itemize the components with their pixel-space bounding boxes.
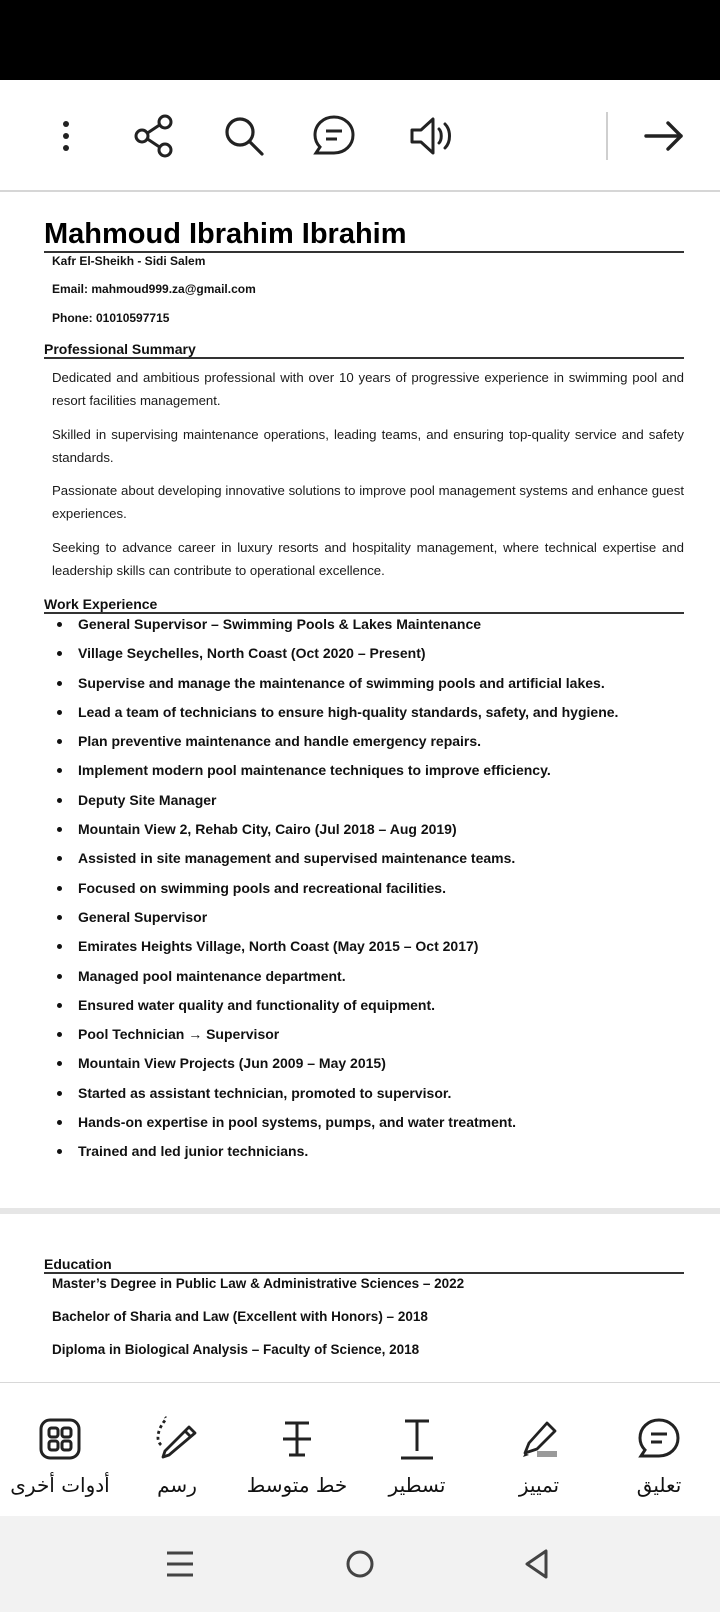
read-aloud-button[interactable] [404, 108, 460, 164]
strikethrough-button[interactable] [237, 1383, 357, 1517]
document-page-2 [0, 1214, 720, 1378]
name-rule [44, 251, 684, 253]
document-page-1 [0, 194, 720, 1208]
education-list [52, 1274, 464, 1373]
other-tools-button[interactable] [0, 1383, 120, 1517]
resume-name: Mahmoud Ibrahim Ibrahim [44, 218, 407, 250]
list-item: Supervise and manage the maintenance of swimming pools and artificial lakes. [56, 673, 696, 702]
list-item: Lead a team of technicians to ensure high-quality standards, safety, and hygiene. [56, 702, 696, 731]
back-icon [522, 1548, 554, 1580]
draw-button[interactable] [117, 1383, 237, 1517]
draw-label: رسم [157, 1473, 197, 1497]
resume-location: Kafr El-Sheikh - Sidi Salem [52, 254, 206, 268]
work-experience-list [56, 614, 696, 1171]
comment-icon [311, 113, 357, 159]
list-item: Trained and led junior technicians. [56, 1141, 696, 1170]
list-item: Focused on swimming pools and recreational facilities. [56, 878, 696, 907]
list-item: Deputy Site Manager [56, 790, 696, 819]
search-button[interactable] [216, 108, 272, 164]
work-heading: Work Experience [44, 596, 158, 612]
arrow-forward-icon [642, 114, 686, 158]
system-navigation-bar [0, 1516, 720, 1612]
list-item: Emirates Heights Village, North Coast (May 2015 – Oct 2017) [56, 936, 696, 965]
resume-email: Email: mahmoud999.za@gmail.com [52, 282, 256, 296]
list-item: Plan preventive maintenance and handle emergency repairs. [56, 731, 696, 760]
pencil-draw-icon [153, 1415, 201, 1463]
comment-icon [637, 1417, 681, 1461]
list-item: Managed pool maintenance department. [56, 966, 696, 995]
share-icon [131, 113, 177, 159]
list-item: Mountain View Projects (Jun 2009 – May 2015) [56, 1053, 696, 1082]
recent-apps-icon [164, 1548, 196, 1580]
summary-rule [44, 357, 684, 359]
list-item: General Supervisor [56, 907, 696, 936]
summary-paragraph: Passionate about developing innovative solutions to improve pool management systems and enhance guest experiences. [52, 483, 684, 521]
comment-button[interactable] [306, 108, 362, 164]
resume-phone: Phone: 01010597715 [52, 311, 170, 325]
toolbar-divider [606, 112, 608, 160]
list-item: Implement modern pool maintenance techniques to improve efficiency. [56, 760, 696, 789]
list-item: Started as assistant technician, promoted to supervisor. [56, 1083, 696, 1112]
list-item: Bachelor of Sharia and Law (Excellent with Honors) – 2018 [52, 1309, 428, 1324]
underline-icon [397, 1417, 437, 1461]
list-item: Assisted in site management and supervised maintenance teams. [56, 848, 696, 877]
summary-heading: Professional Summary [44, 341, 196, 357]
status-bar [0, 0, 720, 80]
education-heading: Education [44, 1256, 112, 1272]
strikethrough-icon [277, 1417, 317, 1461]
grid-apps-icon [38, 1417, 82, 1461]
highlight-button[interactable] [479, 1383, 599, 1517]
speaker-icon [408, 112, 456, 160]
comment-label: تعليق [636, 1473, 682, 1497]
summary-paragraph: Dedicated and ambitious professional with over 10 years of progressive experience in swimming pool and resort facilities management. [52, 370, 684, 408]
comment-tool-button[interactable] [599, 1383, 719, 1517]
underline-button[interactable] [357, 1383, 477, 1517]
list-item: Village Seychelles, North Coast (Oct 2020 – Present) [56, 643, 696, 672]
strikethrough-label: خط متوسط [246, 1473, 348, 1497]
highlighter-icon [515, 1415, 563, 1463]
more-vertical-icon [46, 116, 86, 156]
summary-paragraph: Skilled in supervising maintenance operations, leading teams, and ensuring top-quality service and safety standards. [52, 427, 684, 465]
search-icon [222, 114, 266, 158]
list-item: Hands-on expertise in pool systems, pumps, and water treatment. [56, 1112, 696, 1141]
forward-button[interactable] [636, 108, 692, 164]
list-item: Master’s Degree in Public Law & Administrative Sciences – 2022 [52, 1276, 465, 1291]
back-button[interactable] [508, 1536, 568, 1592]
home-icon [344, 1548, 376, 1580]
highlight-label: تمييز [518, 1473, 560, 1497]
summary-paragraph: Seeking to advance career in luxury resorts and hospitality management, where technical expertise and leadership skills can contribute to operational excellence. [52, 540, 684, 578]
list-item: Diploma in Biological Analysis – Faculty of Science, 2018 [52, 1342, 420, 1357]
share-button[interactable] [126, 108, 182, 164]
more-options-button[interactable] [38, 108, 94, 164]
list-item: Pool Technician → Supervisor [56, 1024, 696, 1053]
annotation-toolbar [0, 1382, 720, 1516]
list-item: Ensured water quality and functionality of equipment. [56, 995, 696, 1024]
top-toolbar [0, 80, 720, 192]
home-button[interactable] [330, 1536, 390, 1592]
list-item: General Supervisor – Swimming Pools & Lakes Maintenance [56, 614, 696, 643]
other-tools-label: أدوات أخرى [10, 1473, 110, 1497]
recent-apps-button[interactable] [150, 1536, 210, 1592]
underline-label: تسطير [388, 1473, 446, 1497]
list-item: Mountain View 2, Rehab City, Cairo (Jul 2018 – Aug 2019) [56, 819, 696, 848]
